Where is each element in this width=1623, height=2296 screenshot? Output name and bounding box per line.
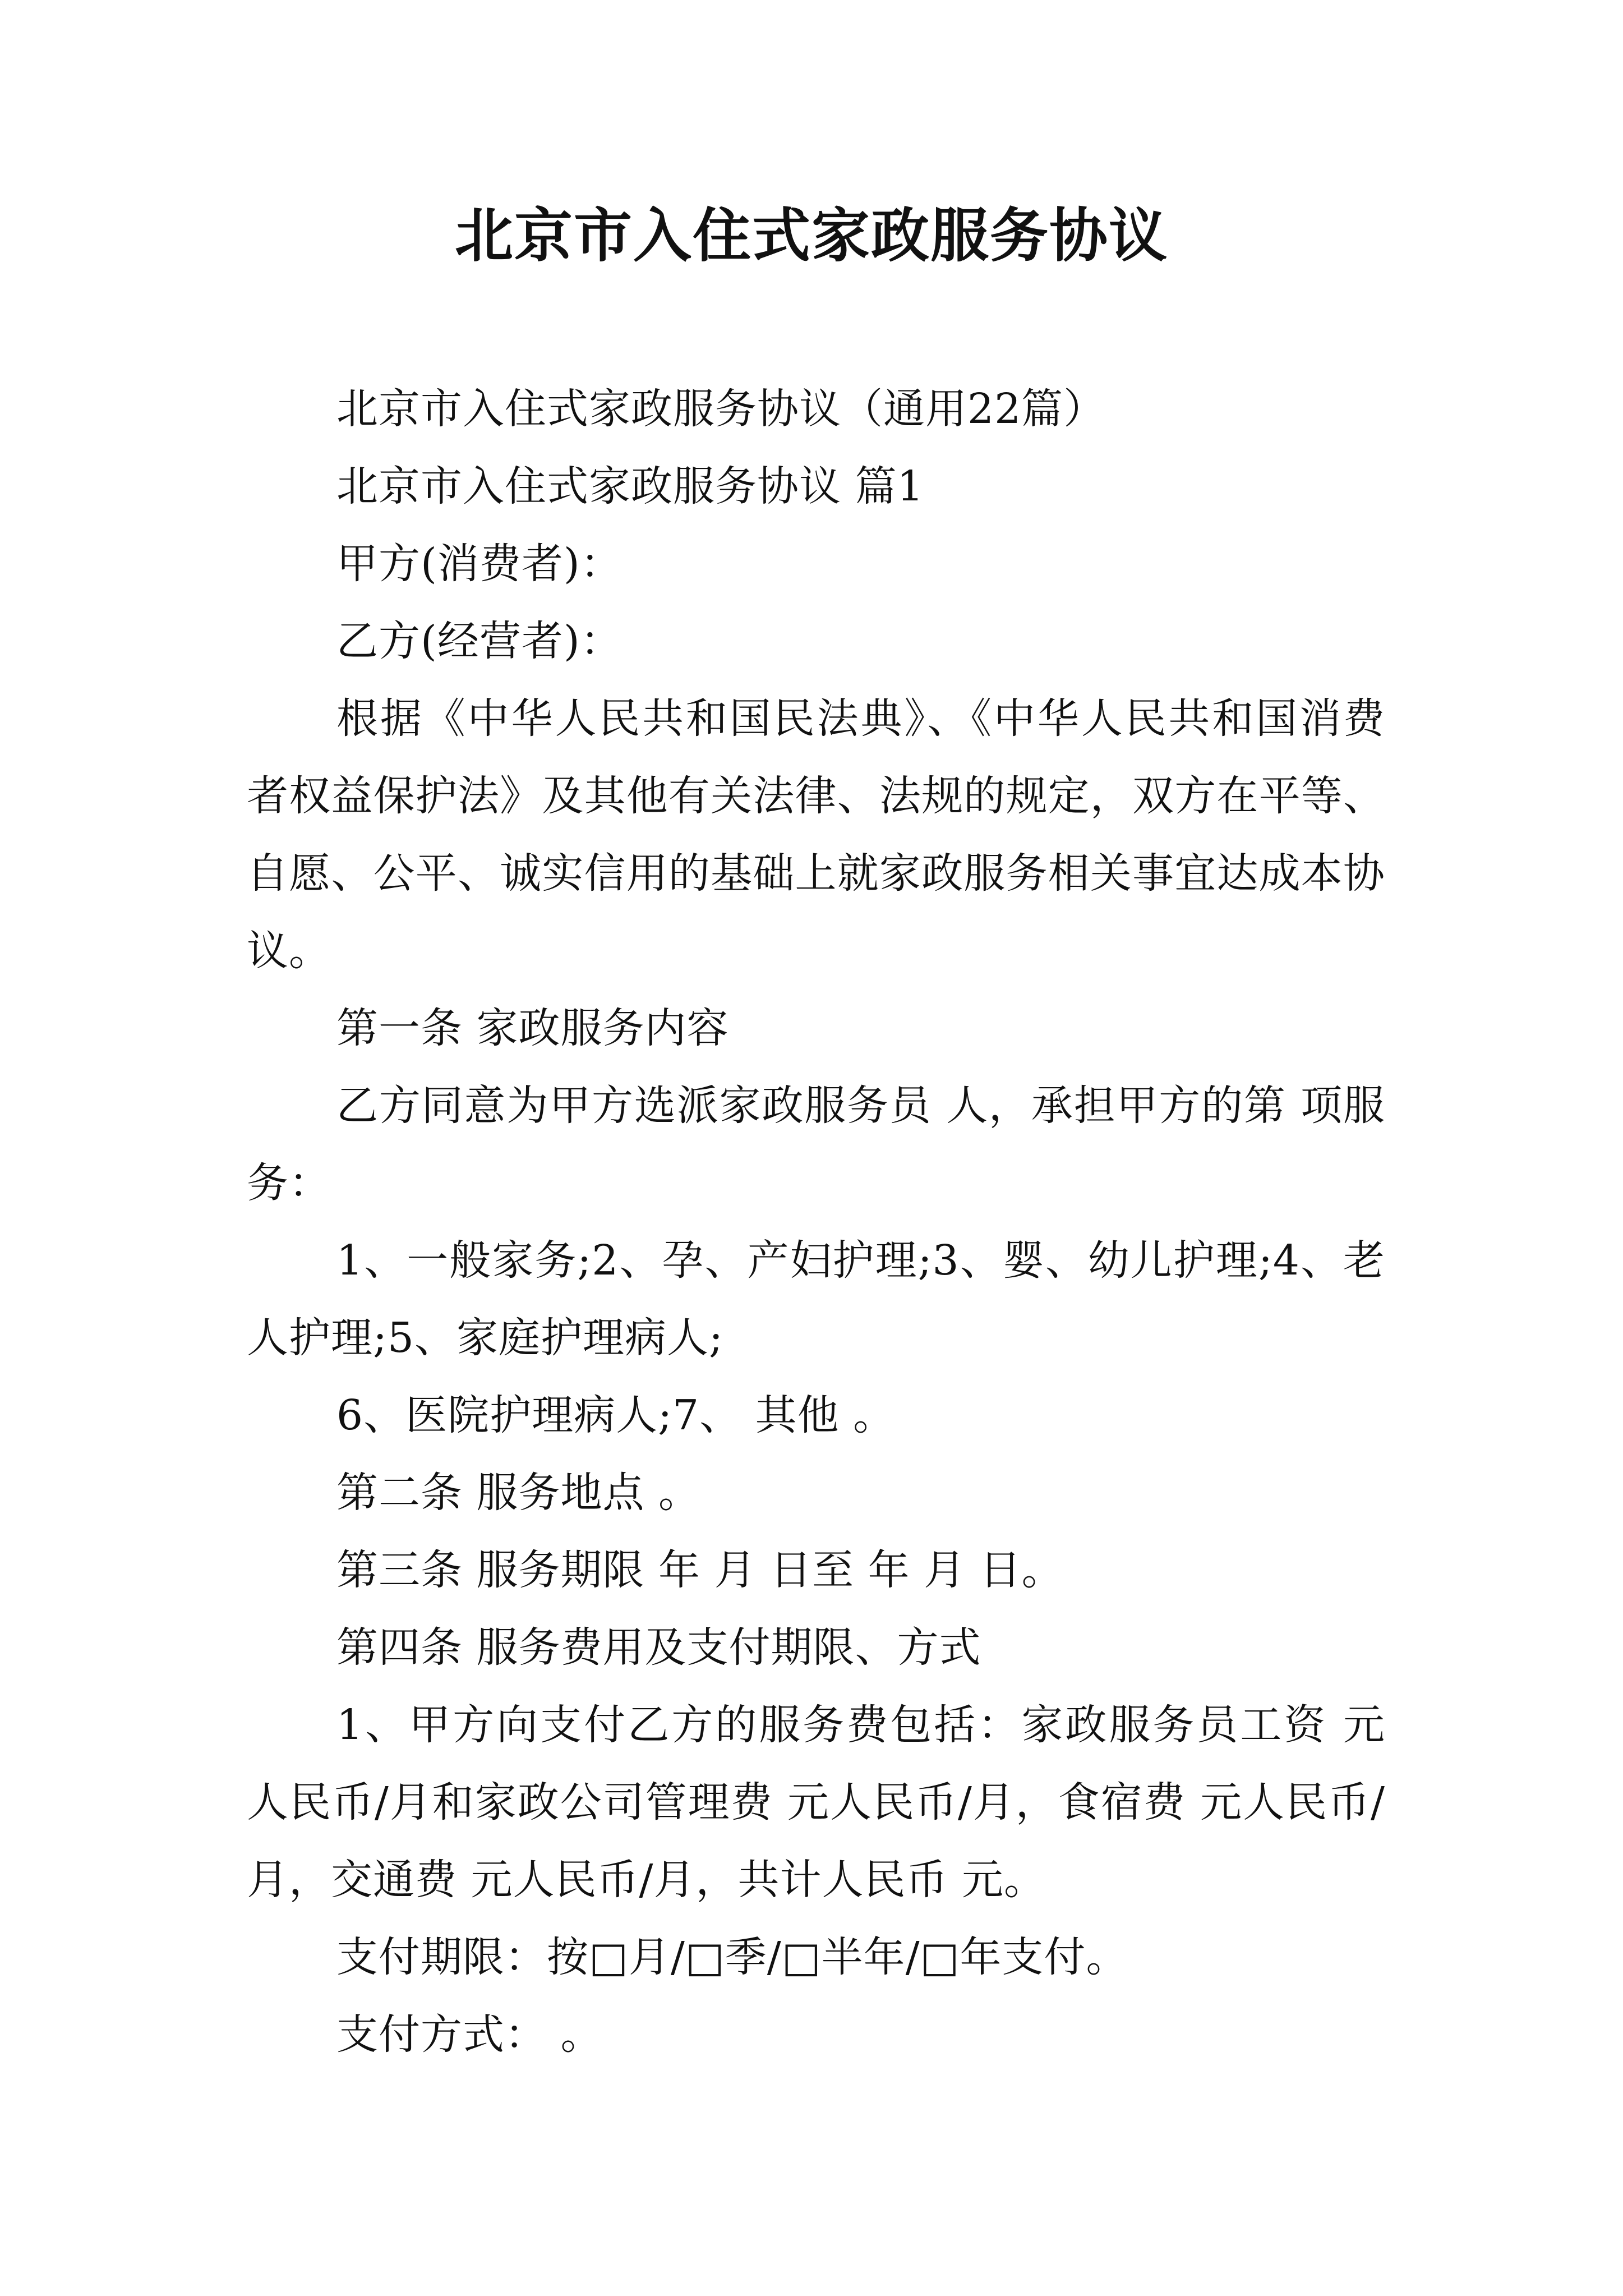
paragraph-clause-1-body: 乙方同意为甲方选派家政服务员 人，承担甲方的第 项服务： [247, 1082, 1385, 1207]
paragraph-fee-details: 1、甲方向支付乙方的服务费包括：家政服务员工资 元人民币/月和家政公司管理费 元人民币/月，食宿费 元人民币/月，交通费 元人民币/月，共计人民币 元。 [247, 1701, 1385, 1904]
document-body [247, 370, 1385, 2073]
paragraph-clause-1-title: 第一条 家政服务内容 [336, 1004, 729, 1052]
paragraph-article-title: 北京市入住式家政服务协议 篇1 [336, 462, 924, 510]
paragraph-party-b: 乙方(经营者)： [336, 617, 623, 665]
paragraph-payment-method: 支付方式： 。 [336, 2010, 603, 2059]
paragraph-heading: 北京市入住式家政服务协议（通用22篇） [336, 385, 1106, 433]
paragraph-service-list-cont: 6、医院护理病人;7、 其他 。 [336, 1391, 896, 1439]
paragraph-preamble: 根据《中华人民共和国民法典》、《中华人民共和国消费者权益保护法》及其他有关法律、法规的规定，双方在平等、自愿、公平、诚实信用的基础上就家政服务相关事宜达成本协议。 [247, 694, 1385, 975]
paragraph-clause-2: 第二条 服务地点 。 [336, 1469, 701, 1517]
paragraph-payment-period: 支付期限：按□月/□季/□半年/□年支付。 [336, 1933, 1128, 1981]
paragraph-clause-3: 第三条 服务期限 年 月 日至 年 月 日。 [336, 1546, 1064, 1594]
document-title: 北京市入住式家政服务协议 [454, 201, 1168, 270]
paragraph-service-list: 1、一般家务;2、孕、产妇护理;3、婴、幼儿护理;4、老人护理;5、家庭护理病人; [247, 1236, 1385, 1362]
paragraph-party-a: 甲方(消费者)： [336, 540, 623, 588]
paragraph-clause-4-title: 第四条 服务费用及支付期限、方式 [336, 1623, 981, 1672]
